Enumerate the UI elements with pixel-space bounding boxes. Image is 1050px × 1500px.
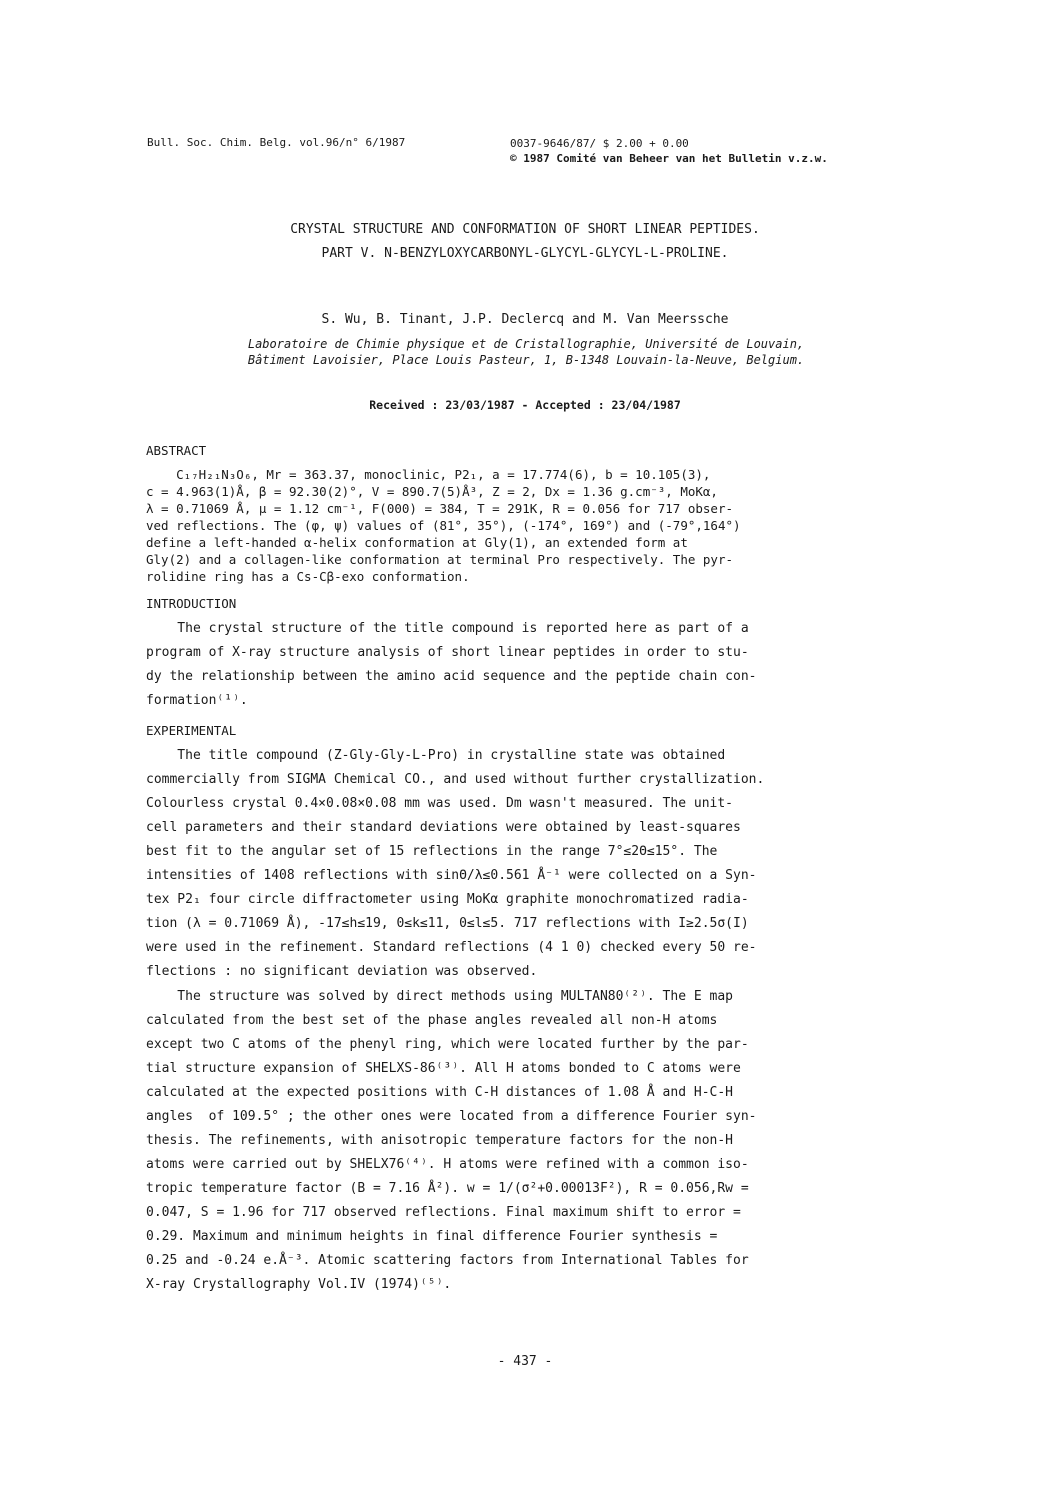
journal-header-right: [510, 136, 828, 166]
experimental-paragraph-1: The title compound (Z-Gly-Gly-L-Pro) in crystalline state was obtained commercially from SIGMA Chemical CO., and used without further crystallization. Colourless crystal 0.4×0.08×0.08 mm was used. Dm wasn't measured. The unit- cell parameters and their standard deviations were obtained by least-squares best fit to the angular set of 15 reflections in the range 7°≤2Θ≤15°. The intensities of 1408 reflections with sinΘ/λ≤0.561 Å⁻¹ were collected on a Syn- tex P2₁ four circle diffractometer using MoKα graphite monochromatized radia- tion (λ = 0.71069 Å), -17≤h≤19, 0≤k≤11, 0≤l≤5. 717 reflections with I≥2.5σ(I) were used in the refinement. Standard reflections (4 1 0) checked every 50 re- flections : no significant deviation was observed.: [146, 748, 765, 979]
affiliation: [146, 336, 906, 368]
affiliation-line1: Laboratoire de Chimie physique et de Cristallographie, Université de Louvain,: [247, 337, 805, 351]
copyright-line: © 1987 Comité van Beheer van het Bulletin v.z.w.: [510, 152, 828, 165]
abstract-heading: ABSTRACT: [146, 443, 207, 458]
experimental-paragraph-2: The structure was solved by direct methods using MULTAN80⁽²⁾. The E map calculated from the best set of the phase angles revealed all non-H atoms except two C atoms of the phenyl ring, which were located further by the par- tial structure expansion of SHELXS-86⁽³⁾. All H atoms bonded to C atoms were calculated at the expected positions with C-H distances of 1.08 Å and H-C-H angles of 109.5° ; the other ones were located from a difference Fourier syn- thesis. The refinements, with anisotropic temperature factors for the non-H atoms were carried out by SHELX76⁽⁴⁾. H atoms were refined with a common iso- tropic temperature factor (B = 7.16 Å²). w = 1/(σ²+0.00013F²), R = 0.056,Rw = 0.047, S = 1.96 for 717 observed reflections. Final maximum shift to error = 0.29. Maximum and minimum heights in final difference Fourier synthesis = 0.25 and -0.24 e.Å⁻³. Atomic scattering factors from International Tables for X-ray Crystallography Vol.IV (1974)⁽⁵⁾.: [146, 989, 757, 1292]
article-title-line1: CRYSTAL STRUCTURE AND CONFORMATION OF SHORT LINEAR PEPTIDES.: [290, 222, 760, 237]
introduction-heading: INTRODUCTION: [146, 596, 237, 611]
abstract-text: C₁₇H₂₁N₃O₆, Mr = 363.37, monoclinic, P2₁, a = 17.774(6), b = 10.105(3), c = 4.963(1)Å, β = 92.30(2)°, V = 890.7(5)Å³, Z = 2, Dx = 1.36 g.cm⁻³, MoKα, λ = 0.71069 Å, μ = 1.12 cm⁻¹, F(000) = 384, T = 291K, R = 0.056 for 717 obser- ved reflections. The (φ, ψ) values of (81°, 35°), (-174°, 169°) and (-79°,164°) define a left-handed α-helix conformation at Gly(1), an extended form at Gly(2) and a collagen-like conformation at terminal Pro respectively. The pyr- rolidine ring has a Cs-Cβ-exo conformation.: [146, 467, 741, 584]
journal-citation: Bull. Soc. Chim. Belg. vol.96/n° 6/1987: [147, 136, 406, 149]
authors: S. Wu, B. Tinant, J.P. Declercq and M. Van Meerssche: [321, 312, 729, 327]
page-number: - 437 -: [497, 1354, 553, 1369]
article-title-line2: PART V. N-BENZYLOXYCARBONYL-GLYCYL-GLYCYL-L-PROLINE.: [321, 246, 729, 261]
received-accepted-dates: Received : 23/03/1987 - Accepted : 23/04/1987: [369, 398, 681, 412]
affiliation-line2: Bâtiment Lavoisier, Place Louis Pasteur, 1, B-1348 Louvain-la-Neuve, Belgium.: [247, 353, 805, 367]
introduction-text: The crystal structure of the title compound is reported here as part of a program of X-ray structure analysis of short linear peptides in order to stu- dy the relationship between the amino acid sequence and the peptide chain con- formation⁽¹⁾.: [146, 621, 757, 708]
issn-price: 0037-9646/87/ $ 2.00 + 0.00: [510, 137, 689, 150]
experimental-heading: EXPERIMENTAL: [146, 723, 237, 738]
